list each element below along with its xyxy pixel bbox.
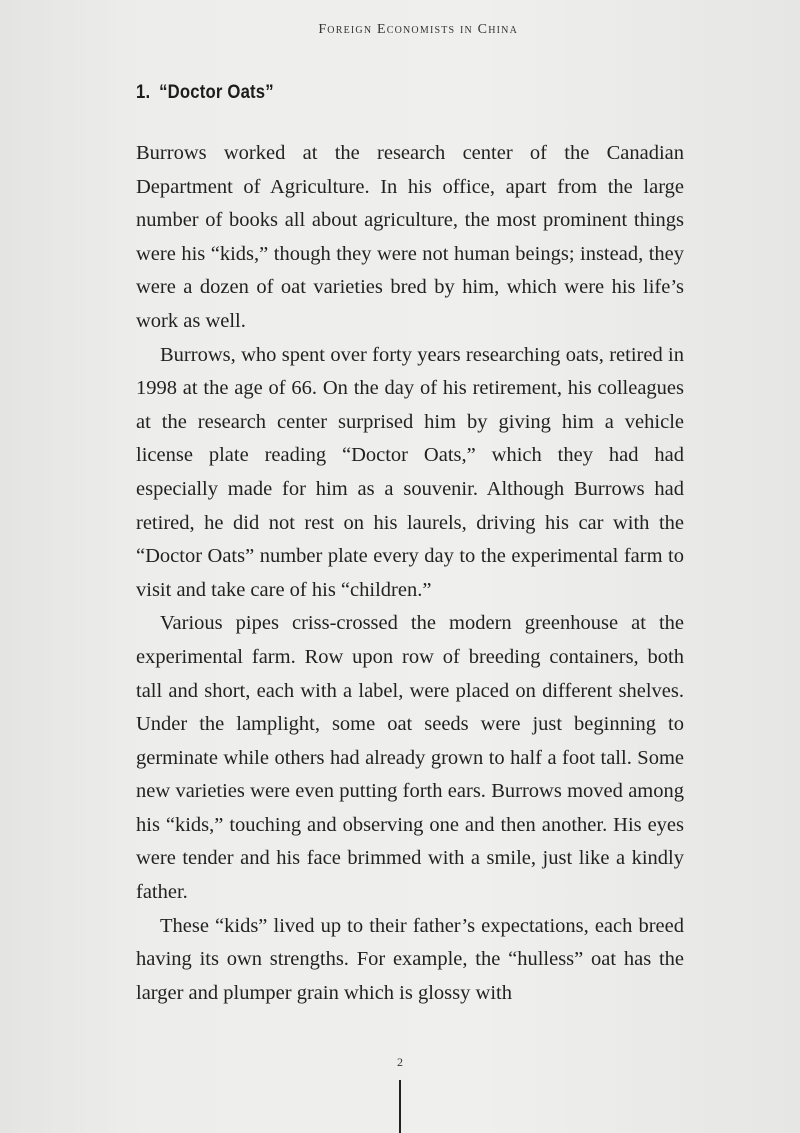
paragraph: Burrows worked at the research center of the Canadian Department of Agriculture. In his office, apart from the large number of books all about agriculture, the most prominent things were his “kids,” though they were not human beings; instead, they were a dozen of oat varieties bred by him, which were his life’s work as well. — [136, 142, 684, 332]
paragraph: Burrows, who spent over forty years researching oats, retired in 1998 at the age of 66. On the day of his retirement, his colleagues at the research center surprised him by giving him a vehicle license plate reading “Doctor Oats,” which they had had especially made for him as a souvenir. Although Burrows had retired, he did not rest on his laurels, driving his car with the “Doctor Oats” number plate every day to the experimental farm to visit and take care of his “children.” — [136, 343, 684, 601]
running-head — [0, 22, 800, 38]
section-number: 1. — [136, 82, 151, 103]
running-head-text: Foreign Economists in China — [318, 22, 518, 37]
section-heading — [136, 82, 274, 104]
section-title: “Doctor Oats” — [159, 82, 274, 103]
page-number: 2 — [397, 1055, 403, 1069]
paragraph: These “kids” lived up to their father’s expectations, each breed having its own strengths. For example, the “hulless” oat has the larger and plumper grain which is glossy with — [136, 914, 684, 1004]
paragraph: Various pipes criss-crossed the modern greenhouse at the experimental farm. Row upon row of breeding containers, both tall and short, each with a label, were placed on different shelves. Under the lamplight, some oat seeds were just beginning to germinate while others had already grown to half a foot tall. Some new varieties were even putting forth ears. Burrows moved among his “kids,” touching and observing one and then another. His eyes were tender and his face brimmed with a smile, just like a kindly father. — [136, 612, 684, 904]
folio-rule — [399, 1080, 401, 1133]
body-text — [136, 137, 684, 1010]
